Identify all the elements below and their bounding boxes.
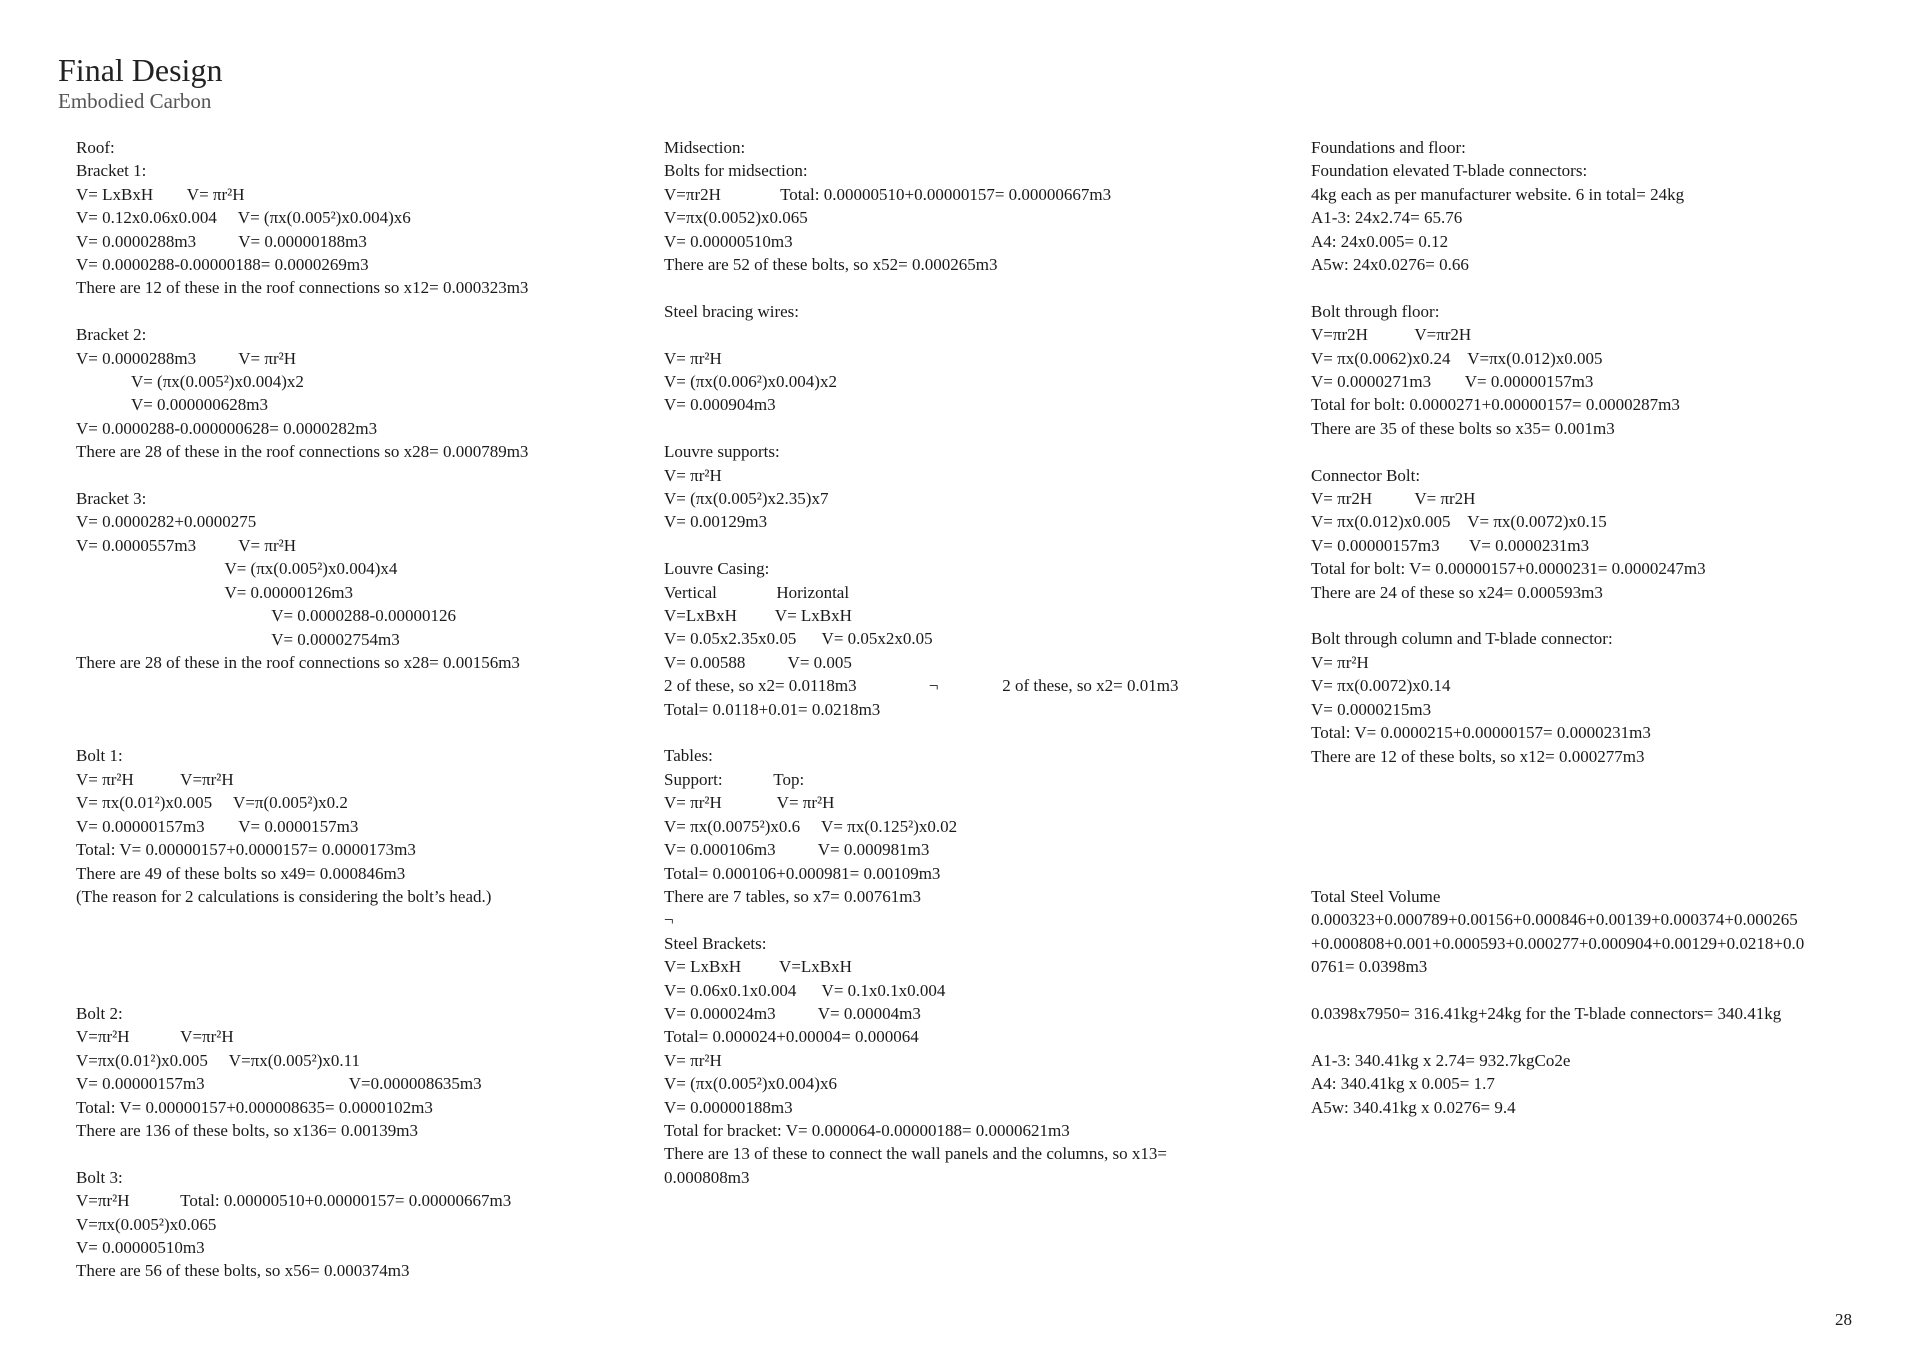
text-line: Total= 0.000106+0.000981= 0.00109m3 — [664, 863, 941, 883]
text-line — [1311, 791, 1901, 814]
text-line: A4: 340.41kg x 0.005= 1.7 — [1311, 1074, 1495, 1094]
text-line: Total= 0.000024+0.00004= 0.000064 — [664, 1027, 919, 1047]
text-line: V= πx(0.0072)x0.14 — [1311, 676, 1451, 696]
text-line: V= 0.0000288-0.00000126 — [76, 606, 456, 626]
text-line: There are 49 of these bolts so x49= 0.000846m3 — [76, 863, 406, 883]
text-line: V= 0.000000628m3 — [76, 395, 269, 415]
text-line — [1311, 1025, 1901, 1048]
text-line: ¬ — [664, 910, 674, 930]
text-line — [76, 908, 636, 931]
text-line: A5w: 24x0.0276= 0.66 — [1311, 255, 1469, 275]
text-line: V= LxBxH V= πr²H — [76, 184, 245, 204]
page-number: 28 — [1835, 1310, 1852, 1329]
text-line: Foundation elevated T-blade connectors: — [1311, 161, 1588, 181]
text-line: V=πx(0.01²)x0.005 V=πx(0.005²)x0.11 — [76, 1050, 361, 1070]
text-line: V= πx(0.01²)x0.005 V=π(0.005²)x0.2 — [76, 793, 348, 813]
text-line: V= πr²H V= πr²H — [664, 793, 835, 813]
text-line: There are 12 of these in the roof connections so x12= 0.000323m3 — [76, 278, 529, 298]
text-line: V= 0.0000288m3 V= 0.00000188m3 — [76, 231, 367, 251]
text-line: Total: V= 0.00000157+0.000008635= 0.0000102m3 — [76, 1097, 433, 1117]
text-line: Bolt 1: — [76, 746, 123, 766]
text-line: Bracket 3: — [76, 489, 147, 509]
text-line: V=LxBxH V= LxBxH — [664, 606, 852, 626]
text-line: Support: Top: — [664, 769, 805, 789]
text-line: V= 0.0000271m3 V= 0.00000157m3 — [1311, 372, 1594, 392]
text-line — [1311, 440, 1901, 463]
text-line: Bracket 2: — [76, 325, 147, 345]
text-line: V=πr²H Total: 0.00000510+0.00000157= 0.00000667m3 — [76, 1191, 512, 1211]
text-line: 0.000323+0.000789+0.00156+0.000846+0.00139+0.000374+0.000265 — [1311, 910, 1798, 930]
text-line: V= 0.00000157m3 V= 0.0000231m3 — [1311, 535, 1590, 555]
text-line — [76, 932, 636, 955]
text-line: Total for bolt: 0.0000271+0.00000157= 0.0000287m3 — [1311, 395, 1680, 415]
text-line: Bracket 1: — [76, 161, 147, 181]
text-line: Louvre Casing: — [664, 559, 770, 579]
text-line — [1311, 768, 1901, 791]
text-line: A5w: 340.41kg x 0.0276= 9.4 — [1311, 1097, 1516, 1117]
text-line: V= LxBxH V=LxBxH — [664, 957, 852, 977]
text-line: V= 0.0000288m3 V= πr²H — [76, 348, 297, 368]
text-line: V= 0.00588 V= 0.005 — [664, 652, 852, 672]
column-roof-and-bolts — [76, 136, 636, 1283]
text-line: V=πr²H V=πr²H — [76, 1027, 234, 1047]
text-line: There are 52 of these bolts, so x52= 0.000265m3 — [664, 255, 998, 275]
text-line: V= 0.000024m3 V= 0.00004m3 — [664, 1003, 921, 1023]
text-line: 0.0398x7950= 316.41kg+24kg for the T-blade connectors= 340.41kg — [1311, 1003, 1782, 1023]
text-line: V= 0.000106m3 V= 0.000981m3 — [664, 840, 930, 860]
text-line — [664, 323, 1264, 346]
text-line: V=πx(0.005²)x0.065 — [76, 1214, 217, 1234]
text-line — [76, 300, 636, 323]
text-line — [76, 1142, 636, 1165]
text-line — [76, 674, 636, 697]
text-line: Bolt through column and T-blade connector: — [1311, 629, 1613, 649]
text-line: V= 0.00000510m3 — [664, 231, 793, 251]
text-line — [76, 721, 636, 744]
text-line: V= πr²H — [664, 348, 722, 368]
text-line — [664, 721, 1264, 744]
text-line: Total for bracket: V= 0.000064-0.00000188= 0.0000621m3 — [664, 1120, 1070, 1140]
text-line: There are 136 of these bolts, so x136= 0.00139m3 — [76, 1120, 418, 1140]
text-line: V= πx(0.0075²)x0.6 V= πx(0.125²)x0.02 — [664, 816, 958, 836]
text-line: There are 12 of these bolts, so x12= 0.000277m3 — [1311, 746, 1645, 766]
text-line — [1311, 838, 1901, 861]
text-line: V= πr2H V= πr2H — [1311, 489, 1476, 509]
text-line: There are 28 of these in the roof connections so x28= 0.00156m3 — [76, 652, 520, 672]
text-line: Total Steel Volume — [1311, 886, 1441, 906]
text-line: V= 0.00000157m3 V=0.000008635m3 — [76, 1074, 482, 1094]
text-line: Foundations and floor: — [1311, 138, 1466, 157]
text-line: +0.000808+0.001+0.000593+0.000277+0.000904+0.00129+0.0218+0.0 — [1311, 933, 1805, 953]
text-line: V= (πx(0.006²)x0.004)x2 — [664, 372, 837, 392]
text-line: V= 0.00002754m3 — [76, 629, 400, 649]
page-subtitle: Embodied Carbon — [58, 89, 212, 113]
text-line: V= πr²H — [664, 1050, 722, 1070]
text-line: V= 0.00000157m3 V= 0.0000157m3 — [76, 816, 359, 836]
text-line: 4kg each as per manufacturer website. 6 in total= 24kg — [1311, 184, 1685, 204]
text-line — [664, 276, 1264, 299]
text-line: V= πr²H — [664, 465, 722, 485]
text-line: Total: V= 0.0000215+0.00000157= 0.0000231m3 — [1311, 723, 1651, 743]
text-line: V= 0.000904m3 — [664, 395, 776, 415]
text-line — [1311, 276, 1901, 299]
text-line: 0761= 0.0398m3 — [1311, 957, 1428, 977]
text-line: There are 7 tables, so x7= 0.00761m3 — [664, 886, 921, 906]
text-line — [76, 464, 636, 487]
text-line: A1-3: 24x2.74= 65.76 — [1311, 208, 1463, 228]
text-line: V= πx(0.0062)x0.24 V=πx(0.012)x0.005 — [1311, 348, 1603, 368]
text-line: 0.000808m3 — [664, 1167, 750, 1187]
text-line: Louvre supports: — [664, 442, 780, 462]
text-line: Bolt through floor: — [1311, 301, 1440, 321]
text-line: (The reason for 2 calculations is considering the bolt’s head.) — [76, 886, 492, 906]
text-line — [664, 534, 1264, 557]
text-line: V= πr²H V=πr²H — [76, 769, 234, 789]
text-line: V= 0.12x0.06x0.004 V= (πx(0.005²)x0.004)x6 — [76, 208, 411, 228]
text-line: V= πx(0.012)x0.005 V= πx(0.0072)x0.15 — [1311, 512, 1607, 532]
text-line: V= (πx(0.005²)x2.35)x7 — [664, 489, 829, 509]
page-header — [58, 52, 222, 114]
text-line: 2 of these, so x2= 0.0118m3 ¬ 2 of these, so x2= 0.01m3 — [664, 676, 1179, 696]
text-line — [1311, 815, 1901, 838]
text-line: V= 0.0000215m3 — [1311, 699, 1432, 719]
text-line — [76, 698, 636, 721]
text-line: There are 24 of these so x24= 0.000593m3 — [1311, 582, 1603, 602]
text-line: V= 0.00129m3 — [664, 512, 768, 532]
text-line: Roof: — [76, 138, 115, 157]
text-line: Steel Brackets: — [664, 933, 767, 953]
text-line: V= 0.0000557m3 V= πr²H — [76, 535, 297, 555]
text-line: V=πr2H Total: 0.00000510+0.00000157= 0.00000667m3 — [664, 184, 1112, 204]
text-line: Vertical Horizontal — [664, 582, 850, 602]
text-line: Steel bracing wires: — [664, 301, 800, 321]
text-line: V= (πx(0.005²)x0.004)x2 — [76, 372, 304, 392]
text-line: A1-3: 340.41kg x 2.74= 932.7kgCo2e — [1311, 1050, 1571, 1070]
text-line — [1311, 861, 1901, 884]
text-line: A4: 24x0.005= 0.12 — [1311, 231, 1449, 251]
text-line: V= (πx(0.005²)x0.004)x6 — [664, 1074, 837, 1094]
text-line: Total: V= 0.00000157+0.0000157= 0.0000173m3 — [76, 840, 416, 860]
text-line: V= 0.00000510m3 — [76, 1237, 205, 1257]
text-line: There are 56 of these bolts, so x56= 0.000374m3 — [76, 1261, 410, 1281]
text-line — [1311, 604, 1901, 627]
text-line: V= 0.06x0.1x0.004 V= 0.1x0.1x0.004 — [664, 980, 946, 1000]
text-line: Bolt 2: — [76, 1003, 123, 1023]
text-line: Total for bolt: V= 0.00000157+0.0000231= 0.0000247m3 — [1311, 559, 1706, 579]
text-line: Bolts for midsection: — [664, 161, 808, 181]
column-foundations-and-totals — [1311, 136, 1901, 1119]
text-line: V=πx(0.0052)x0.065 — [664, 208, 808, 228]
text-line — [76, 979, 636, 1002]
column-midsection — [664, 136, 1264, 1189]
text-line: Bolt 3: — [76, 1167, 123, 1187]
text-line: V= 0.0000288-0.00000188= 0.0000269m3 — [76, 255, 369, 275]
text-line: Total= 0.0118+0.01= 0.0218m3 — [664, 699, 881, 719]
text-line: V= πr²H — [1311, 652, 1369, 672]
text-line: Midsection: — [664, 138, 746, 157]
text-line: There are 35 of these bolts so x35= 0.001m3 — [1311, 418, 1615, 438]
text-line: There are 28 of these in the roof connections so x28= 0.000789m3 — [76, 442, 529, 462]
text-line: Connector Bolt: — [1311, 465, 1421, 485]
text-line — [76, 955, 636, 978]
text-line: V= 0.05x2.35x0.05 V= 0.05x2x0.05 — [664, 629, 933, 649]
text-line — [664, 417, 1264, 440]
text-line: V= 0.00000188m3 — [664, 1097, 793, 1117]
text-line: Tables: — [664, 746, 713, 766]
text-line: V= 0.0000288-0.000000628= 0.0000282m3 — [76, 418, 378, 438]
text-line: V= (πx(0.005²)x0.004)x4 — [76, 559, 398, 579]
text-line: V=πr2H V=πr2H — [1311, 325, 1472, 345]
page-title: Final Design — [58, 52, 223, 88]
text-line: V= 0.00000126m3 — [76, 582, 354, 602]
text-line: V= 0.0000282+0.0000275 — [76, 512, 257, 532]
text-line: There are 13 of these to connect the wall panels and the columns, so x13= — [664, 1144, 1167, 1164]
text-line — [1311, 979, 1901, 1002]
